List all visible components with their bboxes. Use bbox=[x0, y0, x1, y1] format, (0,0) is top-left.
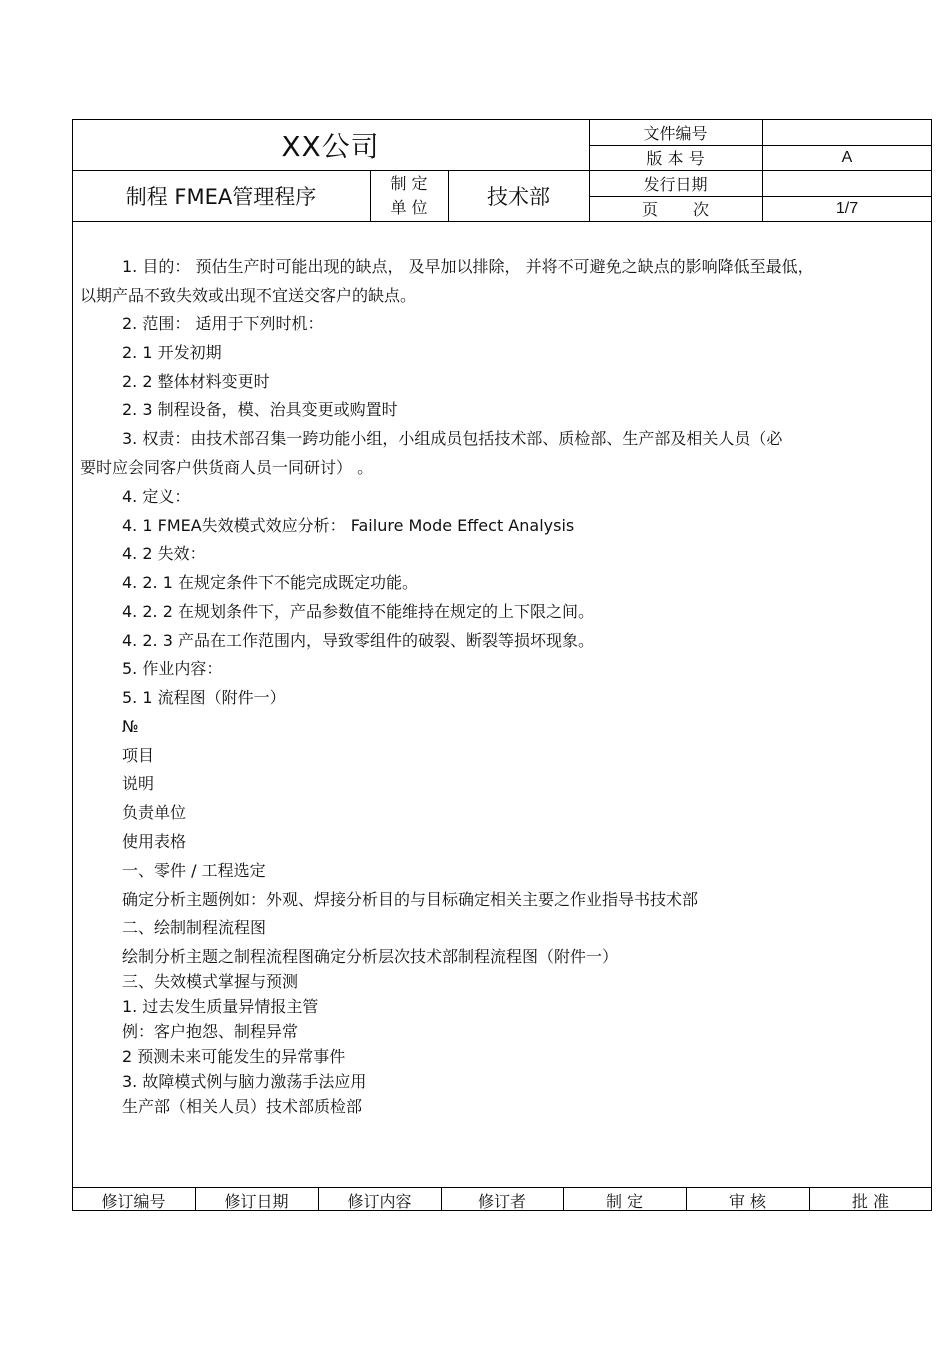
header-divider-bottom bbox=[72, 221, 932, 222]
body-line: 3. 权责：由技术部召集一跨功能小组，小组成员包括技术部、质检部、生产部及相关人员（必 bbox=[122, 429, 783, 448]
body-line: № bbox=[122, 717, 139, 736]
issue-date-value bbox=[762, 170, 932, 196]
revision-header-date: 修订日期 bbox=[224, 1191, 289, 1211]
company-name: XX公司 bbox=[281, 129, 380, 163]
body-line: 2. 3 制程设备，模、治具变更或购置时 bbox=[122, 400, 398, 419]
version-label: 版 本 号 bbox=[646, 149, 705, 168]
body-line: 以期产品不致失效或出现不宜送交客户的缺点。 bbox=[80, 286, 417, 305]
body-line: 2 预测未来可能发生的异常事件 bbox=[122, 1047, 346, 1066]
body-line: 使用表格 bbox=[122, 832, 187, 851]
body-line: 项目 bbox=[122, 746, 155, 765]
body-line: 5. 1 流程图（附件一） bbox=[122, 688, 286, 707]
body-line: 绘制分析主题之制程流程图确定分析层次技术部制程流程图（附件一） bbox=[122, 947, 619, 966]
body-line: 4. 定义： bbox=[122, 487, 191, 506]
body-line: 5. 作业内容： bbox=[122, 659, 223, 678]
doc-no-value bbox=[762, 119, 932, 145]
body-line: 4. 2. 1 在规定条件下不能完成既定功能。 bbox=[122, 573, 418, 592]
issue-date-label: 发行日期 bbox=[643, 174, 708, 194]
revision-header-approved: 批 准 bbox=[851, 1191, 890, 1211]
body-line: 二、绘制制程流程图 bbox=[122, 918, 267, 937]
body-line: 生产部（相关人员）技术部质检部 bbox=[122, 1097, 363, 1116]
issuing-unit-label-line1: 制 定 bbox=[390, 173, 428, 193]
body-line: 4. 2 失效： bbox=[122, 544, 206, 563]
body-line: 4. 2. 3 产品在工作范围内，导致零组件的破裂、断裂等损坏现象。 bbox=[122, 631, 594, 650]
doc-no-label: 文件编号 bbox=[643, 123, 708, 143]
page-label: 页 次 bbox=[641, 200, 710, 219]
body-line: 负责单位 bbox=[122, 803, 187, 822]
body-line: 2. 1 开发初期 bbox=[122, 343, 222, 362]
body-line: 确定分析主题例如：外观、焊接分析目的与目标确定相关主要之作业指导书技术部 bbox=[122, 890, 699, 909]
issuing-unit-label-line2: 单 位 bbox=[390, 197, 428, 217]
revision-header-prepared: 制 定 bbox=[605, 1191, 644, 1211]
revision-header-no: 修订编号 bbox=[101, 1191, 166, 1211]
department-name: 技术部 bbox=[487, 184, 550, 209]
revision-header-content: 修订内容 bbox=[347, 1191, 412, 1211]
body-line: 要时应会同客户供货商人员一同研讨） 。 bbox=[80, 458, 374, 477]
body-line: 一、零件 / 工程选定 bbox=[122, 861, 266, 880]
body-line: 3. 故障模式例与脑力激荡手法应用 bbox=[122, 1072, 367, 1091]
body-line: 2. 范围： 适用于下列时机： bbox=[122, 314, 324, 333]
body-line: 4. 2. 2 在规划条件下，产品参数值不能维持在规定的上下限之间。 bbox=[122, 602, 594, 621]
body-line: 2. 2 整体材料变更时 bbox=[122, 372, 270, 391]
body-line: 4. 1 FMEA失效模式效应分析： Failure Mode Effect Analysis bbox=[122, 516, 575, 535]
version-value: A bbox=[841, 148, 853, 166]
revision-header-reviewed: 审 核 bbox=[728, 1191, 767, 1211]
page-number: 1/7 bbox=[835, 199, 859, 217]
body-line: 1. 目的： 预估生产时可能出现的缺点， 及早加以排除， 并将不可避免之缺点的影响降低至最低， bbox=[122, 257, 814, 276]
body-line: 三、失效模式掌握与预测 bbox=[122, 972, 299, 991]
body-line: 例：客户抱怨、制程异常 bbox=[122, 1022, 299, 1041]
revision-header-reviser: 修订者 bbox=[477, 1191, 526, 1211]
body-line: 1. 过去发生质量异情报主管 bbox=[122, 997, 319, 1016]
body-line: 说明 bbox=[122, 774, 155, 793]
issuing-unit-label bbox=[370, 170, 448, 221]
document-title: 制程 FMEA管理程序 bbox=[125, 184, 317, 209]
